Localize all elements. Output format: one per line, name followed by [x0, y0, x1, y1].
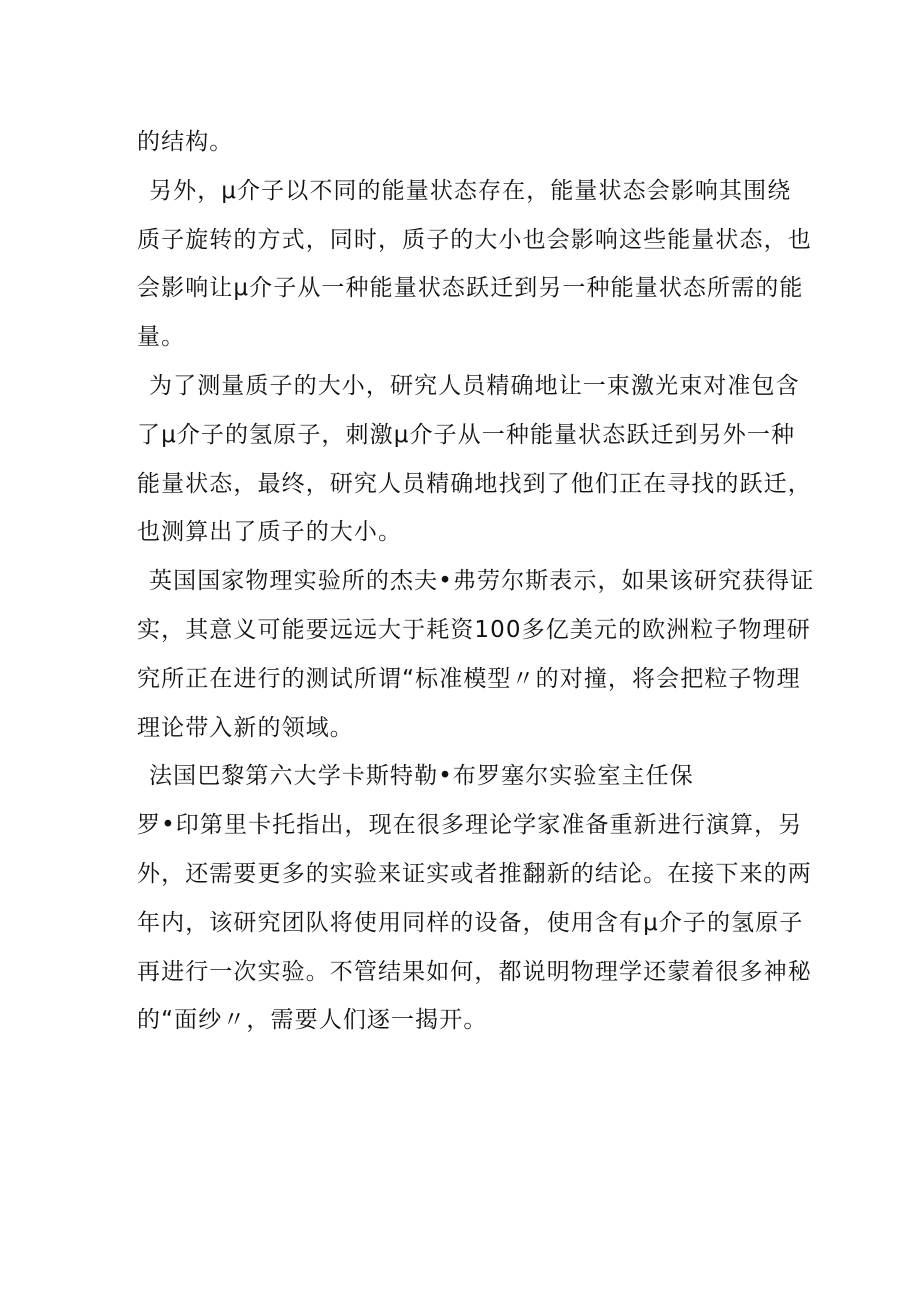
text-line: 外，还需要更多的实验来证实或者推翻新的结论。在接下来的两	[137, 860, 812, 887]
text-line: 另外，μ介子以不同的能量状态存在，能量状态会影响其围绕	[149, 177, 792, 204]
text-line: 罗•印第里卡托指出，现在很多理论学家准备重新进行演算，另	[137, 812, 803, 839]
text-line: 再进行一次实验。不管结果如何，都说明物理学还蒙着很多神秘	[137, 958, 812, 985]
text-line: 理论带入新的领域。	[137, 714, 354, 741]
document-body	[137, 118, 815, 1045]
text-line: 英国国家物理实验所的杰夫•弗劳尔斯表示，如果该研究获得证	[149, 568, 815, 595]
text-line: 量。	[137, 324, 186, 351]
text-line: 究所正在进行的测试所谓“标准模型〃的对撞，将会把粒子物理	[137, 665, 801, 692]
text-line: 质子旋转的方式，同时，质子的大小也会影响这些能量状态，也	[137, 226, 812, 253]
text-line: 年内，该研究团队将使用同样的设备，使用含有μ介子的氢原子	[137, 909, 804, 936]
text-line: 的结构。	[137, 129, 234, 155]
text-line: 的“面纱〃，需要人们逐一揭开。	[137, 1007, 488, 1034]
text-line: 为了测量质子的大小，研究人员精确地让一束激光束对准包含	[149, 372, 800, 399]
text-line: 法国巴黎第六大学卡斯特勒•布罗塞尔实验室主任保	[149, 763, 694, 790]
text-line: 了μ介子的氢原子，刺激μ介子从一种能量状态跃迁到另外一种	[137, 421, 796, 448]
text-line: 也测算出了质子的大小。	[137, 519, 403, 546]
text-line: 会影响让μ介子从一种能量状态跃迁到另一种能量状态所需的能	[137, 275, 804, 302]
text-line: 实，其意义可能要远远大于耗资100多亿美元的欧洲粒子物理研	[137, 616, 811, 643]
text-line: 能量状态，最终，研究人员精确地找到了他们正在寻找的跃迁，	[137, 470, 812, 497]
